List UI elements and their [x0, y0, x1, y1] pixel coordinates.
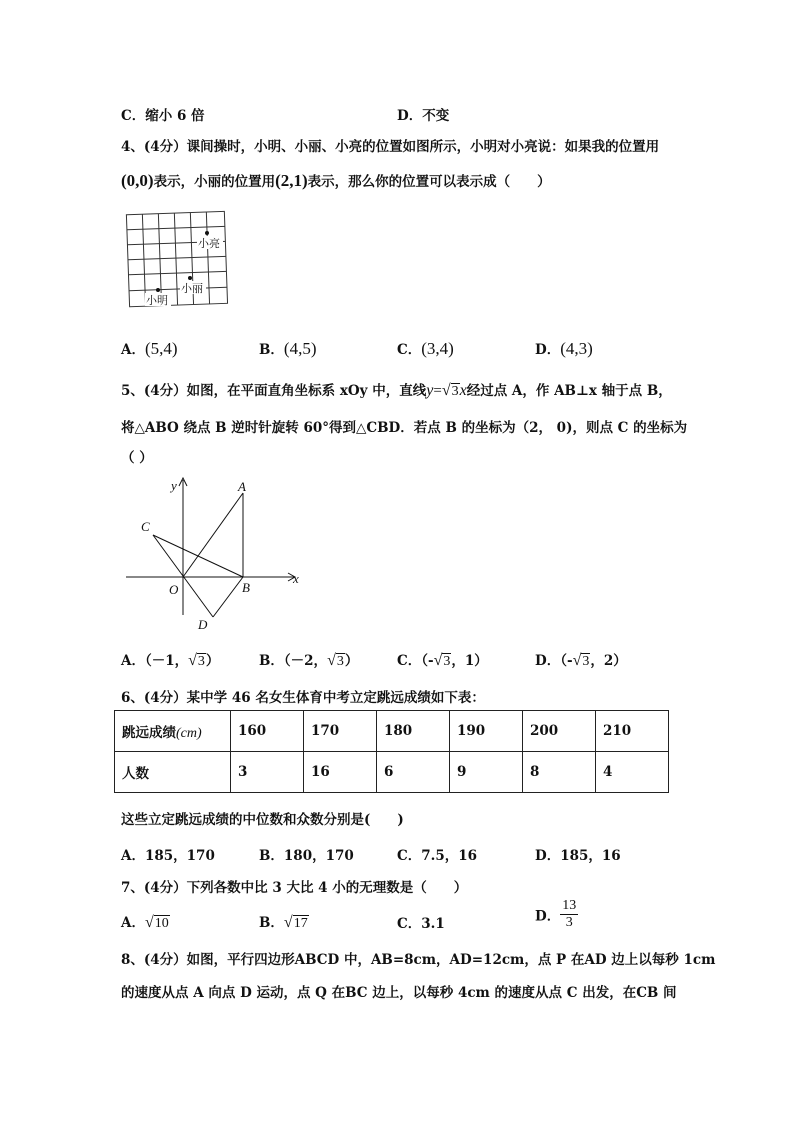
q6-count-cell: 9	[450, 752, 523, 793]
q5-option-c	[397, 649, 488, 670]
q7-option-b-letter: B．	[259, 915, 284, 931]
q6-count-cell: 16	[304, 752, 377, 793]
q8-stem-line2: 的速度从点 A 向点 D 运动，点 Q 在BC 边上，以每秒 4cm 的速度从点 C 出发，在CB 间	[121, 985, 677, 1001]
q4-label-li: 小丽	[181, 282, 203, 295]
q4-option-c-value: (3,4)	[421, 339, 454, 358]
q4-liang-point	[205, 231, 209, 235]
q6-header-label: 跳远成绩	[122, 724, 176, 741]
q5-stem-a: 5、(4分）如图，在平面直角坐标系 xOy 中，直线	[121, 383, 427, 399]
q6-score-cell: 170	[304, 711, 377, 752]
q5-option-a-post: ）	[205, 653, 220, 669]
q4-coord-origin: (0,0)	[121, 171, 154, 190]
q4-stem-b: 表示，小丽的位置用	[153, 174, 276, 190]
q5-line-oa	[183, 493, 243, 577]
q7-option-a	[121, 911, 170, 932]
q7-stem: 7、(4分）下列各数中比 3 大比 4 小的无理数是（ ）	[121, 880, 468, 896]
q6-score-table	[114, 710, 669, 793]
q7-option-a-letter: A．	[121, 915, 145, 931]
q5-eq-y: y	[426, 382, 434, 399]
q5-stem-line3: （ ）	[121, 450, 153, 466]
q4-option-b	[259, 338, 317, 359]
q7-option-d-fraction	[560, 898, 578, 931]
q3-option-d: D．不变	[397, 108, 450, 124]
q7-option-b-sqrt: √17	[283, 914, 308, 931]
q6-score-cell: 200	[523, 711, 596, 752]
q4-option-a-letter: A．	[121, 342, 145, 358]
q6-score-cell: 160	[231, 711, 304, 752]
q5-coordinate-figure	[120, 475, 310, 635]
q5-segment-db	[213, 577, 243, 617]
q5-option-b-sqrt: √3	[327, 652, 344, 669]
q5-eq-x: x	[459, 382, 467, 399]
q5-label-c: C	[141, 519, 150, 534]
q4-option-d	[535, 338, 593, 359]
q5-label-d: D	[198, 617, 208, 632]
q4-option-b-value: (4,5)	[283, 339, 317, 358]
q4-option-d-value: (4,3)	[560, 339, 593, 358]
q5-option-b-pre: B．（－2，	[259, 653, 328, 669]
q4-option-a	[121, 338, 178, 359]
q6-count-cell: 3	[231, 752, 304, 793]
q6-score-cell: 210	[596, 711, 669, 752]
q5-label-a: A	[238, 479, 246, 494]
q6-header-cell	[115, 711, 231, 752]
q5-label-b: B	[242, 580, 250, 595]
q4-ming-point	[156, 288, 160, 292]
q5-label-x: x	[293, 571, 299, 586]
q6-stem: 6、(4分）某中学 46 名女生体育中考立定跳远成绩如下表：	[121, 690, 485, 706]
q5-option-c-radicand: 3	[443, 654, 451, 669]
q4-li-point	[188, 276, 192, 280]
q5-eq-sign: =	[433, 383, 442, 399]
q5-eq-radicand: 3	[451, 384, 459, 399]
q3-option-c: C．缩小 6 倍	[121, 108, 205, 124]
q6-count-cell: 6	[377, 752, 450, 793]
q6-score-cell: 190	[450, 711, 523, 752]
table-row	[115, 711, 669, 752]
q4-stem-line1: 4、(4分）课间操时，小明、小丽、小亮的位置如图所示，小明对小亮说：如果我的位置用	[121, 139, 660, 155]
q4-label-liang: 小亮	[198, 237, 220, 250]
q5-option-a	[121, 649, 219, 670]
q5-option-c-pre: C．（-	[397, 653, 434, 669]
q5-option-d-radicand: 3	[582, 654, 590, 669]
q5-option-d	[535, 649, 627, 670]
q5-option-b	[259, 649, 358, 670]
q5-option-b-post: ）	[344, 653, 359, 669]
q6-header-unit: (cm)	[176, 725, 202, 741]
table-row	[115, 752, 669, 793]
q6-count-cell: 8	[523, 752, 596, 793]
q5-label-y: y	[171, 478, 177, 493]
q6-count-label: 人数	[115, 752, 231, 793]
q5-stem-line1	[121, 379, 672, 400]
q6-score-cell: 180	[377, 711, 450, 752]
q4-option-d-letter: D．	[535, 342, 561, 358]
q6-count-cell: 4	[596, 752, 669, 793]
q6-option-c: C．7.5，16	[397, 848, 478, 864]
q4-coord-li: (2,1)	[275, 171, 308, 190]
q4-stem-line2	[121, 170, 551, 191]
q7-option-a-radicand: 10	[154, 916, 169, 931]
q4-label-ming: 小明	[146, 294, 168, 307]
q5-option-c-post: ，1）	[451, 653, 488, 669]
q4-option-a-value: (5,4)	[144, 339, 178, 358]
q5-option-d-sqrt: √3	[572, 652, 590, 669]
q5-option-d-post: ，2）	[590, 653, 627, 669]
q5-option-d-pre: D．（-	[535, 653, 573, 669]
q5-option-a-sqrt: √3	[188, 652, 205, 669]
q7-option-b-radicand: 17	[293, 916, 308, 931]
q4-stem-c: 表示，那么你的位置可以表示成（ ）	[307, 174, 551, 190]
q5-option-b-radicand: 3	[336, 654, 344, 669]
q4-option-c	[397, 338, 454, 359]
q4-grid-figure	[118, 205, 238, 335]
q6-option-b: B．180，170	[259, 848, 354, 864]
q7-option-d-letter: D．	[535, 908, 561, 925]
q7-option-d-numerator: 13	[562, 898, 577, 913]
q8-stem-line1: 8、(4分）如图，平行四边形ABCD 中，AB=8cm，AD=12cm，点 P 在AD 边上以每秒 1cm	[121, 952, 716, 968]
q5-option-a-pre: A．（－1，	[121, 653, 189, 669]
q7-option-a-sqrt: √10	[144, 914, 169, 931]
q6-option-a: A．185，170	[121, 848, 215, 864]
q7-option-d-denominator: 3	[565, 915, 573, 930]
q5-label-o: O	[169, 582, 179, 597]
q7-option-b	[259, 911, 309, 932]
q6-question: 这些立定跳远成绩的中位数和众数分别是( )	[121, 812, 404, 828]
q5-stem-b: 经过点 A，作 AB⊥x 轴于点 B，	[466, 383, 672, 399]
q6-option-d: D．185，16	[535, 848, 621, 864]
q7-option-c: C．3.1	[397, 916, 445, 932]
q4-option-c-letter: C．	[397, 342, 422, 358]
q7-option-d	[535, 898, 578, 931]
q5-option-a-radicand: 3	[197, 654, 205, 669]
q4-option-b-letter: B．	[259, 342, 284, 358]
q5-option-c-sqrt: √3	[433, 652, 451, 669]
q5-segment-cb	[153, 535, 243, 577]
q5-stem-line2: 将△ABO 绕点 B 逆时针旋转 60°得到△CBD．若点 B 的坐标为（2， 0)，则点 C 的坐标为	[121, 420, 688, 436]
q5-eq-sqrt: √3	[441, 382, 459, 399]
